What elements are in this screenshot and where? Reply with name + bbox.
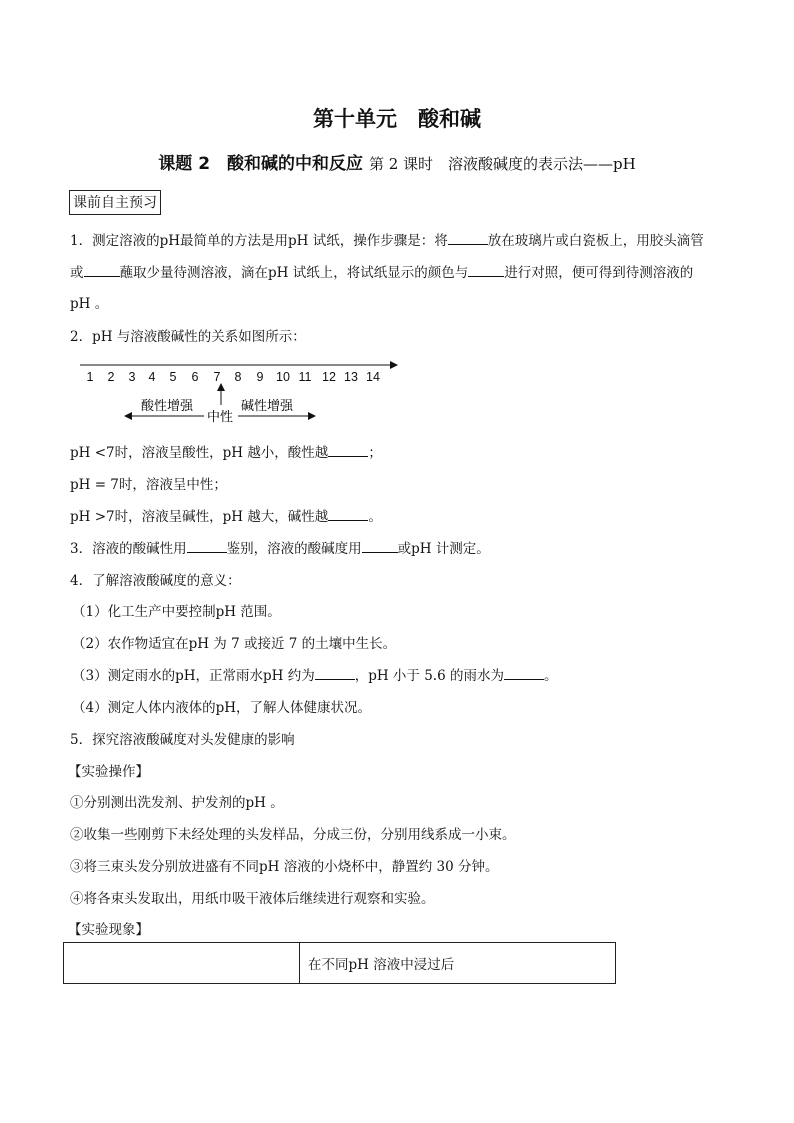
ph-lt7-line [70,441,382,461]
q1-text-c: 或 [70,265,84,281]
base-label: 碱性增强 [241,398,294,413]
experiment-op-heading: 【实验操作】 [68,764,149,780]
ph-tick-label: 7 [213,370,221,384]
q1-line1 [70,229,704,249]
ph-tick-label: 3 [128,370,136,384]
ph-tick-label: 13 [344,370,358,384]
q4-item-3-b: ，pH 小于 5.6 的雨水为 [354,668,504,684]
table-row [64,943,616,984]
answer-blank[interactable] [328,443,368,457]
q5-intro: 5．探究溶液酸碱度对头发健康的影响 [70,732,295,748]
table-cell: 在不同pH 溶液中浸过后 [300,943,616,984]
answer-blank[interactable] [468,263,504,277]
ph-tick-label: 11 [298,370,312,384]
acid-label: 酸性增强 [141,398,194,413]
experiment-op-2: ②收集一些刚剪下未经处理的头发样品，分成三份，分别用线系成一小束。 [70,827,516,843]
q4-item-2: （2）农作物适宜在pH 为 7 或接近 7 的土壤中生长。 [72,636,397,652]
experiment-op-1: ①分别测出洗发剂、护发剂的pH 。 [70,795,284,811]
ph-tick-label: 6 [191,370,199,384]
q4-intro: 4．了解溶液酸碱度的意义： [70,573,241,589]
ph-tick-label: 14 [366,370,380,384]
q2-intro: 2．pH 与溶液酸碱性的关系如图所示： [70,329,306,345]
section-label: 课前自主预习 [69,190,161,215]
lesson-title-main: 课题 2 酸和碱的中和反应 [158,154,364,174]
ph-gt7-line [70,505,382,525]
experiment-op-4: ④将各束头发取出，用纸巾吸干液体后继续进行观察和实验。 [70,891,435,907]
observation-table [63,942,616,984]
q4-item-1: （1）化工生产中要控制pH 范围。 [72,604,281,620]
q4-item-3-c: 。 [543,668,558,684]
ph-tick-label: 4 [148,370,156,384]
q1-text-d: 蘸取少量待测溶液，滴在pH 试纸上，将试纸显示的颜色与 [119,265,469,281]
ph-tick-label: 1 [86,370,94,384]
q4-item-4: （4）测定人体内液体的pH，了解人体健康状况。 [72,700,372,716]
ph-gt7-end: 。 [368,509,382,525]
q3-line [70,537,490,557]
ph-lt7-text: pH <7时，溶液呈酸性，pH 越小，酸性越 [70,445,329,461]
q3-text-b: 鉴别，溶液的酸碱度用 [226,541,362,557]
ph-tick-label: 12 [322,370,336,384]
answer-blank[interactable] [504,666,544,680]
experiment-op-3: ③将三束头发分别放进盛有不同pH 溶液的小烧杯中，静置约 30 分钟。 [70,859,499,875]
ph-lt7-end: ； [368,445,382,461]
q4-item-3 [72,664,557,684]
ph-tick-label: 2 [107,370,115,384]
ph-number-line [80,355,400,425]
answer-blank[interactable] [187,539,227,553]
q4-item-3-a: （3）测定雨水的pH，正常雨水pH 约为 [72,668,315,684]
q3-text-a: 3．溶液的酸碱性用 [70,541,187,557]
q1-text-e: 进行对照，便可得到待测溶液的 [504,265,694,281]
answer-blank[interactable] [328,507,368,521]
ph-tick-label: 10 [276,370,290,384]
ph-tick-label: 9 [256,370,264,384]
lesson-title [0,149,794,174]
q1-line2 [70,261,693,281]
lesson-title-sub: 第 2 课时 溶液酸碱度的表示法——pH [368,155,636,173]
answer-blank[interactable] [362,539,398,553]
unit-title: 第十单元 酸和碱 [313,107,481,131]
ph-eq7-line: pH = 7时，溶液呈中性； [70,477,227,493]
ph-tick-label: 8 [234,370,242,384]
answer-blank[interactable] [448,231,488,245]
q1-text-b: 放在玻璃片或白瓷板上，用胶头滴管 [487,233,704,249]
answer-blank[interactable] [315,666,355,680]
table-cell [64,943,300,984]
neutral-label: 中性 [207,409,234,424]
q1-text-a: 1．测定溶液的pH最简单的方法是用pH 试纸，操作步骤是：将 [70,233,448,249]
experiment-obs-heading: 【实验现象】 [68,922,149,938]
q1-line3: pH 。 [70,296,109,312]
ph-tick-label: 5 [169,370,177,384]
answer-blank[interactable] [84,263,120,277]
ph-gt7-text: pH >7时，溶液呈碱性，pH 越大，碱性越 [70,509,329,525]
q3-text-c: 或pH 计测定。 [397,541,490,557]
